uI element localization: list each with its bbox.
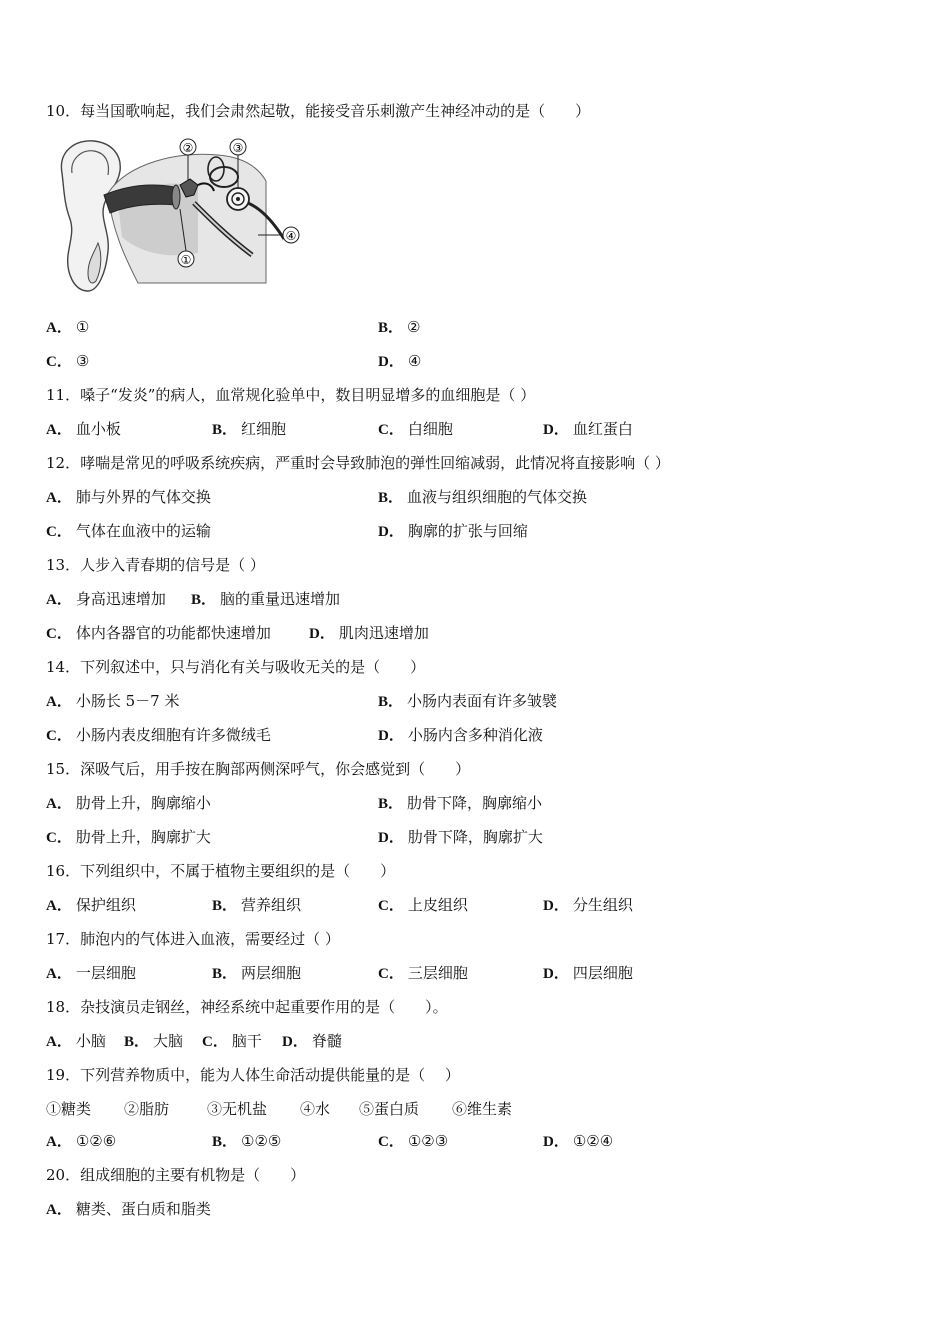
option-text: 上皮组织	[407, 896, 468, 914]
option-text: 营养组织	[241, 896, 302, 914]
question-stem: 杂技演员走钢丝，神经系统中起重要作用的是（ ）。	[80, 998, 448, 1016]
option-label: D．	[378, 830, 404, 846]
option-label: D．	[543, 898, 569, 914]
option-label: A．	[46, 592, 72, 608]
option-text: 血小板	[75, 420, 121, 438]
option-label: D．	[378, 728, 404, 744]
option-d[interactable]	[378, 351, 421, 372]
question-13	[46, 555, 265, 575]
option-text: 糖类、蛋白质和脂类	[75, 1200, 211, 1218]
question-17	[46, 929, 340, 949]
option-d[interactable]	[378, 827, 543, 848]
nutrient-item: ①糖类	[46, 1100, 92, 1118]
option-text: 胸廓的扩张与回缩	[407, 522, 528, 540]
option-b[interactable]	[378, 793, 542, 814]
option-label: B．	[124, 1034, 150, 1050]
option-text: 三层细胞	[407, 964, 468, 982]
option-text: ④	[407, 352, 422, 370]
option-label: B．	[212, 422, 238, 438]
option-c[interactable]	[378, 419, 453, 440]
option-text: 脑的重量迅速增加	[220, 590, 341, 608]
option-label: D．	[378, 524, 404, 540]
question-number: 14．	[46, 658, 81, 676]
figure-label-1: ①	[180, 253, 192, 267]
option-b[interactable]	[378, 691, 557, 712]
option-b[interactable]	[212, 1131, 281, 1152]
question-number: 19．	[46, 1066, 81, 1084]
option-text: 两层细胞	[241, 964, 302, 982]
option-text: 一层细胞	[75, 964, 136, 982]
question-20	[46, 1165, 305, 1185]
option-text: 肋骨下降，胸廓缩小	[407, 794, 543, 812]
option-b[interactable]	[212, 963, 301, 984]
option-c[interactable]	[46, 623, 271, 644]
option-label: A．	[46, 898, 72, 914]
option-label: A．	[46, 1134, 72, 1150]
option-text: ①②③	[407, 1132, 449, 1150]
option-label: C．	[378, 966, 404, 982]
option-d[interactable]	[543, 963, 633, 984]
question-number: 13．	[46, 556, 81, 574]
option-d[interactable]	[543, 895, 633, 916]
question-number: 17．	[46, 930, 81, 948]
question-stem: 每当国歌响起，我们会肃然起敬，能接受音乐刺激产生神经冲动的是（ ）	[80, 102, 591, 120]
option-label: D．	[543, 422, 569, 438]
option-label: B．	[378, 694, 404, 710]
option-a[interactable]	[46, 589, 166, 610]
option-label: B．	[191, 592, 217, 608]
option-text: ①②⑥	[75, 1132, 117, 1150]
nutrient-item: ③无机盐	[207, 1100, 268, 1118]
option-text: ①	[75, 318, 90, 336]
option-label: D．	[543, 966, 569, 982]
option-text: 小肠内表面有许多皱襞	[407, 692, 558, 710]
option-label: C．	[378, 1134, 404, 1150]
nutrient-item: ⑤蛋白质	[359, 1100, 420, 1118]
option-label: C．	[46, 626, 72, 642]
question-11	[46, 385, 535, 405]
option-a[interactable]	[46, 1199, 211, 1220]
option-label: A．	[46, 796, 72, 812]
nutrient-item: ⑥维生素	[452, 1100, 513, 1118]
question-number: 16．	[46, 862, 81, 880]
option-a[interactable]	[46, 1131, 116, 1152]
option-text: 气体在血液中的运输	[75, 522, 211, 540]
question-15	[46, 759, 470, 779]
option-label: B．	[378, 490, 404, 506]
question-stem: 下列叙述中，只与消化有关与吸收无关的是（ ）	[80, 658, 426, 676]
option-text: 白细胞	[407, 420, 453, 438]
option-text: ②	[407, 318, 421, 336]
option-text: 大脑	[153, 1032, 184, 1050]
option-text: 小脑	[75, 1032, 106, 1050]
question-12	[46, 453, 670, 473]
option-c[interactable]	[202, 1031, 262, 1052]
option-a[interactable]	[46, 963, 136, 984]
option-text: 保护组织	[75, 896, 136, 914]
option-text: 肋骨下降，胸廓扩大	[407, 828, 543, 846]
figure-label-4: ④	[285, 229, 297, 243]
option-text: 身高迅速增加	[75, 590, 166, 608]
option-b[interactable]	[378, 317, 420, 338]
option-label: C．	[46, 728, 72, 744]
option-text: 脊髓	[311, 1032, 342, 1050]
question-14	[46, 657, 425, 677]
option-c[interactable]	[378, 895, 468, 916]
option-label: D．	[309, 626, 335, 642]
question-stem: 组成细胞的主要有机物是（ ）	[80, 1166, 306, 1184]
question-number: 10．	[46, 102, 81, 120]
option-c[interactable]	[378, 963, 468, 984]
option-label: B．	[212, 1134, 238, 1150]
option-c[interactable]	[46, 351, 89, 372]
question-stem: 肺泡内的气体进入血液，需要经过（ ）	[80, 930, 340, 948]
option-label: A．	[46, 1202, 72, 1218]
option-c[interactable]	[46, 521, 211, 542]
option-c[interactable]	[378, 1131, 448, 1152]
question-16	[46, 861, 395, 881]
question-stem: 哮喘是常见的呼吸系统疾病，严重时会导致肺泡的弹性回缩减弱，此情况将直接影响（ ）	[80, 454, 670, 472]
question-19	[46, 1065, 460, 1085]
option-label: D．	[282, 1034, 308, 1050]
option-label: A．	[46, 422, 72, 438]
option-c[interactable]	[46, 827, 211, 848]
option-d[interactable]	[378, 521, 528, 542]
option-b[interactable]	[124, 1031, 183, 1052]
option-text: 肋骨上升，胸廓缩小	[75, 794, 211, 812]
option-text: ①②④	[572, 1132, 614, 1150]
option-label: A．	[46, 490, 72, 506]
figure-label-3: ③	[232, 141, 244, 155]
question-number: 20．	[46, 1166, 81, 1184]
question-number: 15．	[46, 760, 81, 778]
option-a[interactable]	[46, 691, 179, 712]
option-text: ③	[75, 352, 90, 370]
option-b[interactable]	[378, 487, 587, 508]
nutrient-item: ②脂肪	[124, 1100, 170, 1118]
option-d[interactable]	[282, 1031, 342, 1052]
option-text: 血液与组织细胞的气体交换	[407, 488, 588, 506]
option-text: 分生组织	[572, 896, 633, 914]
option-label: D．	[543, 1134, 569, 1150]
option-a[interactable]	[46, 487, 211, 508]
question-number: 12．	[46, 454, 81, 472]
option-text: 红细胞	[241, 420, 287, 438]
option-label: C．	[202, 1034, 228, 1050]
option-text: 小肠内含多种消化液	[407, 726, 543, 744]
option-a[interactable]	[46, 793, 211, 814]
option-label: C．	[46, 354, 72, 370]
option-text: 血红蛋白	[572, 420, 633, 438]
option-a[interactable]	[46, 317, 89, 338]
option-text: 四层细胞	[572, 964, 633, 982]
option-c[interactable]	[46, 725, 271, 746]
option-label: A．	[46, 320, 72, 336]
option-label: C．	[46, 830, 72, 846]
option-text: 脑干	[231, 1032, 262, 1050]
option-a[interactable]	[46, 1031, 106, 1052]
option-label: B．	[212, 966, 238, 982]
question-18	[46, 997, 448, 1017]
option-label: B．	[378, 796, 404, 812]
option-label: A．	[46, 1034, 72, 1050]
option-b[interactable]	[212, 419, 286, 440]
option-a[interactable]	[46, 419, 121, 440]
option-b[interactable]	[191, 589, 340, 610]
option-label: C．	[378, 898, 404, 914]
option-text: 肌肉迅速增加	[338, 624, 429, 642]
option-text: 肺与外界的气体交换	[75, 488, 211, 506]
option-a[interactable]	[46, 895, 136, 916]
figure-label-2: ②	[182, 141, 194, 155]
option-label: B．	[212, 898, 238, 914]
option-label: A．	[46, 694, 72, 710]
question-number: 18．	[46, 998, 81, 1016]
option-d[interactable]	[378, 725, 543, 746]
option-b[interactable]	[212, 895, 301, 916]
option-d[interactable]	[543, 1131, 613, 1152]
option-label: C．	[378, 422, 404, 438]
question-stem: 深吸气后，用手按在胸部两侧深呼气，你会感觉到（ ）	[80, 760, 471, 778]
question-stem: 嗓子“发炎”的病人，血常规化验单中，数目明显增多的血细胞是（ ）	[80, 386, 536, 404]
option-label: C．	[46, 524, 72, 540]
question-number: 11．	[46, 386, 81, 404]
option-text: 小肠内表皮细胞有许多微绒毛	[75, 726, 271, 744]
question-stem: 人步入青春期的信号是（ ）	[80, 556, 265, 574]
option-label: D．	[378, 354, 404, 370]
nutrient-item: ④水	[300, 1100, 331, 1118]
option-label: B．	[378, 320, 404, 336]
option-text: 肋骨上升，胸廓扩大	[75, 828, 211, 846]
option-text: 体内各器官的功能都快速增加	[75, 624, 271, 642]
question-10	[46, 101, 590, 121]
option-text: 小肠长 5－7 米	[75, 692, 180, 710]
option-label: A．	[46, 966, 72, 982]
ear-structure-figure	[48, 133, 304, 293]
question-stem: 下列组织中，不属于植物主要组织的是（ ）	[80, 862, 396, 880]
option-text: ①②⑤	[241, 1132, 282, 1150]
question-stem: 下列营养物质中，能为人体生命活动提供能量的是（ ）	[80, 1066, 460, 1084]
option-d[interactable]	[309, 623, 429, 644]
option-d[interactable]	[543, 419, 633, 440]
